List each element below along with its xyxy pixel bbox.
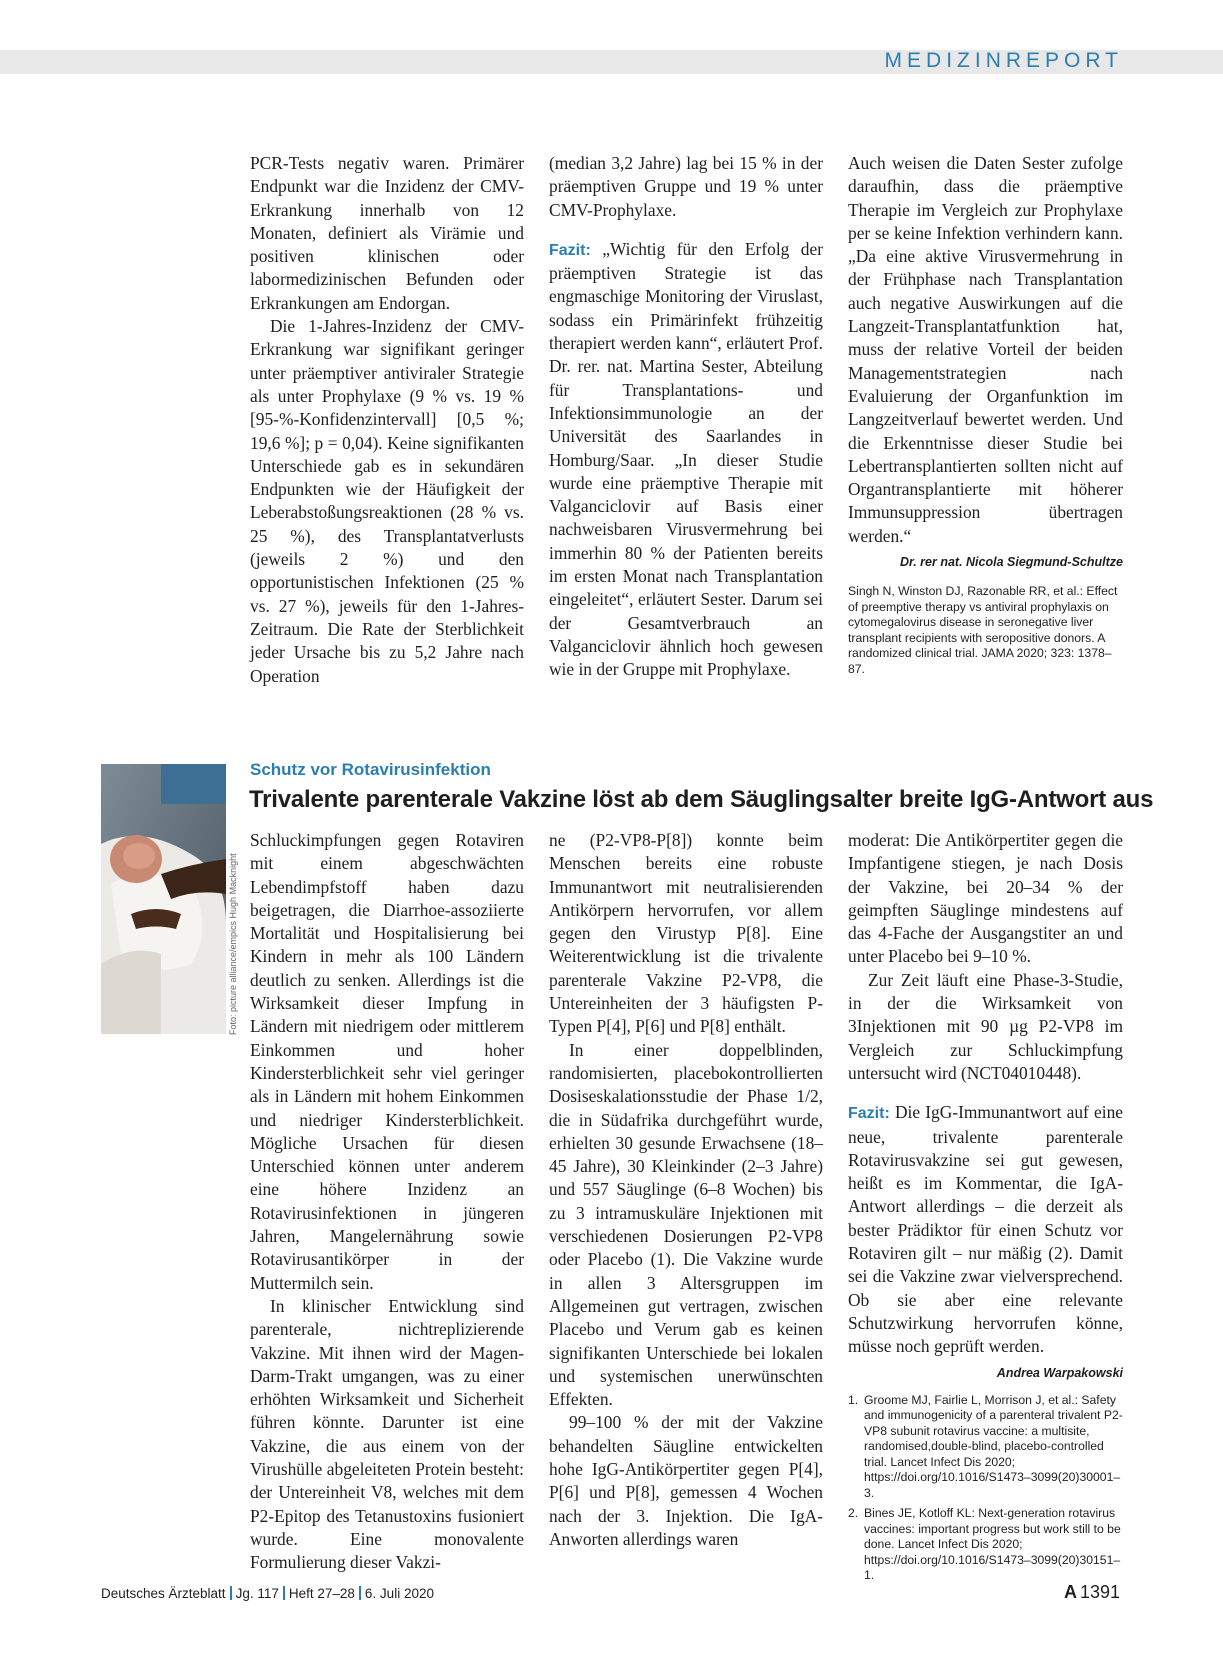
paragraph-text: Auch weisen die Daten Sester zufolge daraufhin, dass die präemptive Therapie im Vergleich zur Prophylaxe per se keine Infektion verhindern kann. „Da eine aktive Virusvermehrung in der Frühphase nach Transplantation auch negative Auswirkungen auf die Langzeit-Transplantatfunktion hat, muss der relative Vorteil der beiden Managementstrategien nach Evaluierung der Organfunktion im Langzeitverlauf bewertet werden. Und die Erkenntnisse dieser Studie bei Lebertransplantierten sollten nicht auf Organtransplantierte mit höherer Immunsuppression übertragen werden.“ xyxy=(848,153,1123,546)
paragraph: Schluckimpfungen gegen Rotaviren mit einem abgeschwächten Lebendimpfstoff haben dazu beigetragen, die Diarrhoe-assoziierte Mortalität und Hospitalisierung bei Kindern in mehr als 100 Ländern deutlich zu senken. Allerdings ist die Wirksamkeit dieser Impfung in Ländern mit niedrigem oder mittlerem Einkommen und hoher Kindersterblichkeit sehr viel geringer als in Ländern mit hohem Einkommen und niedriger Kindersterblichkeit. Mögliche Ursachen für diesen Unterschied können unter anderem eine höhere Inzidenz an Rotavirusinfektionen in jüngeren Jahren, Mangelernährung sowie Rotavirusantikörper in der Muttermilch sein. xyxy=(250,830,524,1293)
page-prefix: A xyxy=(1063,1582,1077,1602)
section-label: MEDIZINREPORT xyxy=(884,49,1123,72)
separator xyxy=(230,1586,232,1600)
journal-name: Deutsches Ärzteblatt xyxy=(101,1586,226,1601)
bottom-column-1 xyxy=(250,829,524,1575)
reference-list xyxy=(848,1393,1123,1584)
page-number-value: 1391 xyxy=(1079,1582,1120,1602)
top-column-1 xyxy=(250,152,524,688)
volume: Jg. 117 xyxy=(235,1586,279,1601)
article-headline: Trivalente parenterale Vakzine löst ab dem Säuglingsalter breite IgG-Antwort aus xyxy=(249,786,1154,813)
photo-credit: Foto: picture alliance/empics Hugh Macknight xyxy=(228,853,238,1035)
author-byline: Dr. rer nat. Nicola Siegmund-Schultze xyxy=(900,555,1123,570)
paragraph: ne (P2-VP8-P[8]) konnte beim Menschen bereits eine robuste Immunantwort mit neutralisierenden Antikörpern hervorrufen, vor allem gegen den Virustyp P[8]. Eine Weiterentwicklung ist die trivalente parenterale Vakzine P2-VP8, die Untereinheiten der 3 häufigsten P-Typen P[4], P[6] und P[8] enthält. xyxy=(549,830,823,1037)
top-column-2 xyxy=(549,152,823,682)
bottom-column-3 xyxy=(848,829,1123,1589)
fazit-label: Fazit: xyxy=(549,241,591,259)
paragraph: In klinischer Entwicklung sind parenterale, nichtreplizierende Vakzine. Mit ihnen wird der Magen-Darm-Trakt umgangen, was zu einer erhöhten Wirksamkeit und Sicherheit führen könnte. Darunter ist eine Vakzine, die aus einem von der Virushülle abgeleiteten Protein besteht: der Untereinheit V8, welches mit dem P2-Epitop des Tetanustoxins fusioniert wurde. Eine monovalente Formulierung dieser Vakzi- xyxy=(250,1295,524,1573)
fazit-label: Fazit: xyxy=(848,1105,890,1123)
reference-number: 1. xyxy=(848,1392,859,1407)
paragraph: (median 3,2 Jahre) lag bei 15 % in der präemptiven Gruppe und 19 % unter CMV-Prophylaxe. xyxy=(549,153,823,220)
paragraph: Die 1-Jahres-Inzidenz der CMV-Erkrankung war signifikant geringer unter präemptiver antiviraler Strategie als unter Prophylaxe (9 % vs. 19 % [95-%-Konfidenzintervall] [0,5 %; 19,6 %]; p = 0,04). Keine signifikanten Unterschiede gab es in sekundären Endpunkten wie der Häufigkeit der Leberabstoßungsreaktionen (28 % vs. 25 %), des Transplantatverlusts (jeweils 2 %) und den opportunistischen Infektionen (25 % vs. 27 %), jeweils für den 1-Jahres-Zeitraum. Die Rate der Sterblichkeit jeder Ursache bis zu 5,2 Jahre nach Operation xyxy=(250,316,524,686)
top-column-3 xyxy=(848,152,1123,677)
separator xyxy=(359,1586,361,1600)
separator xyxy=(283,1586,285,1600)
fazit-text: Die IgG-Immunantwort auf eine neue, trivalente parenterale Rotavirusvakzine sei gut gewesen, heißt es im Kommentar, die IgA-Antwort allerdings – die derzeit als bester Prädiktor für einen Schutz vor Rotaviren gilt – nur mäßig (2). Damit sei die Vakzine zwar vielversprechend. Ob sie aber eine relevante Schutzwirkung hervorrufen könne, müsse noch geprüft werden. xyxy=(848,1102,1123,1357)
author-byline: Andrea Warpakowski xyxy=(996,1365,1123,1380)
fazit-paragraph xyxy=(848,1101,1123,1380)
reference-text: Groome MJ, Fairlie L, Morrison J, et al.: Safety and immunogenicity of a parenteral trivalent P2-VP8 subunit rotavirus vaccine: a multisite, randomised,double-blind, placebo-controlled trial. Lancet Infect Dis 2020; https://doi.org/10.1016/S1473–3099(20)30001–3. xyxy=(864,1392,1123,1500)
footer-citation xyxy=(101,1586,434,1601)
photo-illustration xyxy=(101,764,226,1034)
paragraph xyxy=(848,152,1123,570)
issue-date: 6. Juli 2020 xyxy=(364,1586,434,1601)
reference-number: 2. xyxy=(848,1506,859,1521)
paragraph: Zur Zeit läuft eine Phase-3-Studie, in der die Wirksamkeit von 3Injektionen mit 90 µg P2-VP8 im Vergleich zur Schluckimpfung untersucht wird (NCT04010448). xyxy=(848,969,1123,1083)
paragraph: 99–100 % der mit der Vakzine behandelten Säugline entwickelten hohe IgG-Antikörpertiter gegen P[4], P[6] und P[8], gemessen 4 Wochen nach der 3. Injektion. Die IgA-Anworten allerdings waren xyxy=(549,1412,823,1549)
reference-item xyxy=(848,1393,1123,1502)
reference-text: Bines JE, Kotloff KL: Next-generation rotavirus vaccines: important progress but work still to be done. Lancet Infect Dis 2020; https://doi.org/10.1016/S1473–3099(20)30151–1. xyxy=(864,1506,1121,1583)
fazit-paragraph xyxy=(549,238,823,682)
issue: Heft 27–28 xyxy=(288,1586,355,1601)
reference: Singh N, Winston DJ, Razonable RR, et al.: Effect of preemptive therapy vs antiviral prophylaxis on cytomegalovirus disease in seronegative liver transplant recipients with seropositive donors. A randomized clinical trial. JAMA 2020; 323: 1378–87. xyxy=(848,584,1118,676)
infant-vaccination-photo xyxy=(101,764,226,1034)
fazit-text: „Wichtig für den Erfolg der präemptiven Strategie ist das engmaschige Monitoring der Viruslast, sodass ein Primärinfekt frühzeitig therapiert werden kann“, erläutert Prof. Dr. rer. nat. Martina Sester, Abteilung für Transplantations- und Infektionsimmunologie an der Universität des Saarlandes in Homburg/Saar. „In dieser Studie wurde eine präemptive Therapie mit Valganciclovir auf Basis einer nachweisbaren Virusvermehrung bei immerhin 80 % der Patienten bereits im ersten Monat nach Transplantation eingeleitet“, erläutert Sester. Darum sei der Gesamtverbrauch an Valganciclovir ähnlich hoch gewesen wie in der Gruppe mit Prophylaxe. xyxy=(549,238,823,680)
bottom-column-2 xyxy=(549,829,823,1551)
article-kicker: Schutz vor Rotavirusinfektion xyxy=(250,760,491,779)
page-number xyxy=(1064,1582,1120,1603)
paragraph: moderat: Die Antikörpertiter gegen die Impfantigene stiegen, je nach Dosis der Vakzine, bei 20–34 % der geimpften Säuglinge mindestens auf das 4-Fache der Ausgangstiter an und unter Placebo bei 9–10 %. xyxy=(848,830,1123,967)
paragraph: In einer doppelblinden, randomisierten, placebokontrollierten Dosiseskalationsstudie der Phase 1/2, die in Südafrika durchgeführt wurde, erhielten 30 gesunde Erwachsene (18–45 Jahre), 30 Kleinkinder (2–3 Jahre) und 557 Säuglinge (6–8 Wochen) bis zu 3 intramuskuläre Injektionen mit verschiedenen Dosierungen P2-VP8 oder Placebo (1). Die Vakzine wurde in allen 3 Altersgruppen im Allgemeinen gut vertragen, zwischen Placebo und Verum gab es keinen signifikanten Unterschiede bei lokalen und systemischen unerwünschten Effekten. xyxy=(549,1039,823,1410)
paragraph: PCR-Tests negativ waren. Primärer Endpunkt war die Inzidenz der CMV-Erkrankung innerhalb von 12 Monaten, definiert als Virämie und positiven klinischen oder labormedizinischen Befunden oder Erkrankungen am Endorgan. xyxy=(250,153,524,313)
reference-item xyxy=(848,1506,1123,1584)
